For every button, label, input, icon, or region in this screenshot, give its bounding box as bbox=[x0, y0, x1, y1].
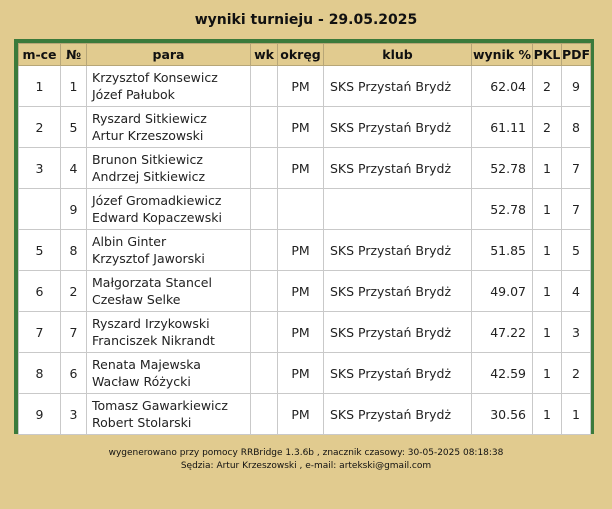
player-name[interactable]: Robert Stolarski bbox=[92, 415, 192, 430]
header-pkl[interactable]: PKL bbox=[533, 44, 562, 66]
pair-number-cell: 8 bbox=[61, 230, 87, 271]
table-row[interactable] bbox=[19, 230, 591, 271]
table-row[interactable] bbox=[19, 271, 591, 312]
header-score[interactable]: wynik % bbox=[472, 44, 533, 66]
header-wk[interactable]: wk bbox=[251, 44, 278, 66]
club-cell: SKS Przystań Brydż bbox=[324, 107, 472, 148]
pdf-cell: 3 bbox=[562, 312, 591, 353]
score-cell: 47.22 bbox=[472, 312, 533, 353]
player-name[interactable]: Krzysztof Konsewicz bbox=[92, 70, 218, 85]
footer-judge-line: Sędzia: Artur Krzeszowski , e-mail: artekski@gmail.com bbox=[180, 461, 432, 471]
district-cell: PM bbox=[278, 312, 324, 353]
wk-cell bbox=[251, 230, 278, 271]
district-cell: PM bbox=[278, 271, 324, 312]
district-cell: PM bbox=[278, 230, 324, 271]
pkl-cell: 2 bbox=[533, 66, 562, 107]
header-pair-number[interactable]: № bbox=[61, 44, 87, 66]
player-name[interactable]: Tomasz Gawarkiewicz bbox=[92, 398, 228, 413]
pair-cell bbox=[87, 148, 251, 189]
district-cell: PM bbox=[278, 107, 324, 148]
page-title: wyniki turnieju - 29.05.2025 bbox=[194, 12, 418, 28]
footer-generator-line: wygenerowano przy pomocy RRBridge 1.3.6b , znacznik czasowy: 30-05-2025 08:18:38 bbox=[108, 448, 504, 458]
pkl-cell: 1 bbox=[533, 312, 562, 353]
player-name[interactable]: Edward Kopaczewski bbox=[92, 210, 222, 225]
pdf-cell: 5 bbox=[562, 230, 591, 271]
club-cell: SKS Przystań Brydż bbox=[324, 394, 472, 435]
place-cell: 1 bbox=[19, 66, 61, 107]
place-cell: 6 bbox=[19, 271, 61, 312]
pkl-cell: 2 bbox=[533, 107, 562, 148]
pair-number-cell: 2 bbox=[61, 271, 87, 312]
place-cell bbox=[19, 189, 61, 230]
player-name[interactable]: Renata Majewska bbox=[92, 357, 201, 372]
place-cell: 3 bbox=[19, 148, 61, 189]
district-cell: PM bbox=[278, 148, 324, 189]
place-cell: 5 bbox=[19, 230, 61, 271]
table-row[interactable] bbox=[19, 107, 591, 148]
player-name[interactable]: Albin Ginter bbox=[92, 234, 167, 249]
table-header-row bbox=[19, 44, 591, 66]
score-cell: 49.07 bbox=[472, 271, 533, 312]
header-pair[interactable]: para bbox=[87, 44, 251, 66]
club-cell bbox=[324, 189, 472, 230]
place-cell: 7 bbox=[19, 312, 61, 353]
pdf-cell: 8 bbox=[562, 107, 591, 148]
wk-cell bbox=[251, 66, 278, 107]
place-cell: 9 bbox=[19, 394, 61, 435]
score-cell: 30.56 bbox=[472, 394, 533, 435]
pkl-cell: 1 bbox=[533, 189, 562, 230]
player-name[interactable]: Józef Gromadkiewicz bbox=[92, 193, 222, 208]
pdf-cell: 9 bbox=[562, 66, 591, 107]
place-cell: 8 bbox=[19, 353, 61, 394]
pair-cell bbox=[87, 394, 251, 435]
player-name[interactable]: Ryszard Sitkiewicz bbox=[92, 111, 207, 126]
wk-cell bbox=[251, 312, 278, 353]
pdf-cell: 7 bbox=[562, 148, 591, 189]
player-name[interactable]: Brunon Sitkiewicz bbox=[92, 152, 203, 167]
pair-cell bbox=[87, 230, 251, 271]
pair-cell bbox=[87, 353, 251, 394]
pkl-cell: 1 bbox=[533, 394, 562, 435]
header-district[interactable]: okręg bbox=[278, 44, 324, 66]
score-cell: 52.78 bbox=[472, 189, 533, 230]
table-row[interactable] bbox=[19, 148, 591, 189]
district-cell: PM bbox=[278, 394, 324, 435]
score-cell: 42.59 bbox=[472, 353, 533, 394]
header-place[interactable]: m-ce bbox=[19, 44, 61, 66]
table-row[interactable] bbox=[19, 312, 591, 353]
player-name[interactable]: Artur Krzeszowski bbox=[92, 128, 204, 143]
wk-cell bbox=[251, 353, 278, 394]
wk-cell bbox=[251, 271, 278, 312]
score-cell: 61.11 bbox=[472, 107, 533, 148]
player-name[interactable]: Andrzej Sitkiewicz bbox=[92, 169, 206, 184]
pdf-cell: 7 bbox=[562, 189, 591, 230]
pair-number-cell: 3 bbox=[61, 394, 87, 435]
player-name[interactable]: Ryszard Irzykowski bbox=[92, 316, 210, 331]
player-name[interactable]: Józef Pałubok bbox=[92, 87, 175, 102]
pair-number-cell: 5 bbox=[61, 107, 87, 148]
club-cell: SKS Przystań Brydż bbox=[324, 312, 472, 353]
pkl-cell: 1 bbox=[533, 271, 562, 312]
pkl-cell: 1 bbox=[533, 353, 562, 394]
pdf-cell: 4 bbox=[562, 271, 591, 312]
district-cell bbox=[278, 189, 324, 230]
results-table-frame bbox=[14, 39, 594, 434]
player-name[interactable]: Franciszek Nikrandt bbox=[92, 333, 215, 348]
pair-cell bbox=[87, 189, 251, 230]
table-row[interactable] bbox=[19, 66, 591, 107]
table-row[interactable] bbox=[19, 353, 591, 394]
district-cell: PM bbox=[278, 353, 324, 394]
pair-number-cell: 6 bbox=[61, 353, 87, 394]
footer bbox=[0, 447, 612, 473]
wk-cell bbox=[251, 189, 278, 230]
club-cell: SKS Przystań Brydż bbox=[324, 66, 472, 107]
table-row[interactable] bbox=[19, 394, 591, 435]
pair-number-cell: 4 bbox=[61, 148, 87, 189]
pair-cell bbox=[87, 271, 251, 312]
pair-cell bbox=[87, 66, 251, 107]
player-name[interactable]: Krzysztof Jaworski bbox=[92, 251, 205, 266]
score-cell: 52.78 bbox=[472, 148, 533, 189]
wk-cell bbox=[251, 148, 278, 189]
wk-cell bbox=[251, 394, 278, 435]
pair-cell bbox=[87, 312, 251, 353]
club-cell: SKS Przystań Brydż bbox=[324, 230, 472, 271]
place-cell: 2 bbox=[19, 107, 61, 148]
district-cell: PM bbox=[278, 66, 324, 107]
pair-number-cell: 1 bbox=[61, 66, 87, 107]
header-club[interactable]: klub bbox=[324, 44, 472, 66]
pkl-cell: 1 bbox=[533, 148, 562, 189]
pair-number-cell: 9 bbox=[61, 189, 87, 230]
results-table bbox=[18, 43, 591, 435]
pdf-cell: 2 bbox=[562, 353, 591, 394]
club-cell: SKS Przystań Brydż bbox=[324, 148, 472, 189]
player-name[interactable]: Wacław Różycki bbox=[92, 374, 191, 389]
pair-cell bbox=[87, 107, 251, 148]
header-pdf[interactable]: PDF bbox=[562, 44, 591, 66]
score-cell: 62.04 bbox=[472, 66, 533, 107]
player-name[interactable]: Czesław Selke bbox=[92, 292, 181, 307]
pair-number-cell: 7 bbox=[61, 312, 87, 353]
player-name[interactable]: Małgorzata Stancel bbox=[92, 275, 212, 290]
wk-cell bbox=[251, 107, 278, 148]
pdf-cell: 1 bbox=[562, 394, 591, 435]
club-cell: SKS Przystań Brydż bbox=[324, 271, 472, 312]
pkl-cell: 1 bbox=[533, 230, 562, 271]
table-row[interactable] bbox=[19, 189, 591, 230]
score-cell: 51.85 bbox=[472, 230, 533, 271]
club-cell: SKS Przystań Brydż bbox=[324, 353, 472, 394]
